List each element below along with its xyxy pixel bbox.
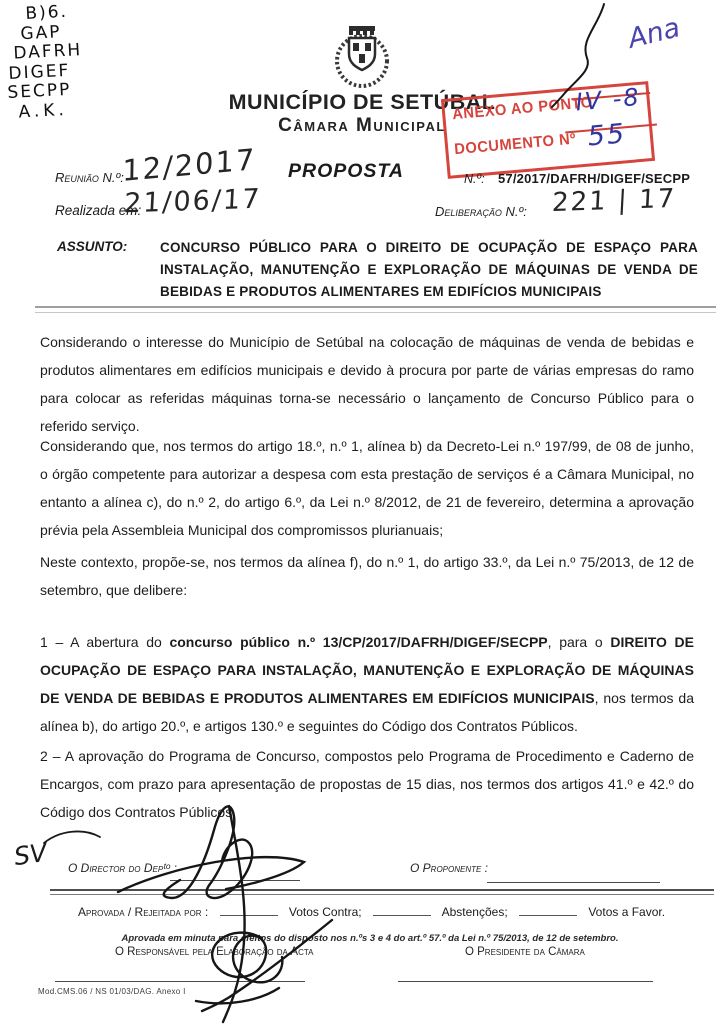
- proponente-label: O Proponente :: [410, 861, 489, 875]
- meeting-date-label: Realizada em:: [55, 203, 142, 218]
- presidente-label: O Presidente da Câmara: [465, 946, 585, 958]
- proposal-number-value: 57/2017/DAFRH/DIGEF/SECPP: [498, 171, 691, 186]
- item1-text: 1 – A abertura do: [40, 634, 170, 650]
- annotation-line: DAFRH: [12, 40, 83, 64]
- minuta-note: Aprovada em minuta para efeitos do disposto nos n.ºs 3 e 4 do art.º 57.º da Lei n.º 75/2013, de 12 de setembro.: [121, 933, 619, 944]
- item1-procedure-number: concurso público n.º 13/CP/2017/DAFRH/DIGEF/SECPP: [169, 634, 548, 650]
- paragraph-considerando-interesse: Considerando o interesse do Município de Setúbal na colocação de máquinas de venda de bebidas e produtos alimentares em edifícios municipais e devido à procura por parte de várias empresas do ramo para colocar as referidas máquinas torna-se necessário o lançamento de Concurso Público para o referido serviço.: [40, 334, 694, 434]
- stamp-documento-value: 55: [586, 118, 628, 153]
- votos-favor-label: Votos a Favor.: [588, 905, 666, 919]
- setubal-coat-of-arms-icon: [326, 24, 398, 90]
- form-reference: Mod.CMS.06 / NS 01/03/DAG. Anexo I: [38, 987, 186, 996]
- sv-swoosh-line: [44, 831, 100, 843]
- meeting-number-label: Reunião N.º:: [55, 170, 124, 185]
- item1-object: DIREITO DE OCUPAÇÃO DE ESPAÇO PARA INSTALAÇÃO, MANUTENÇÃO E EXPLORAÇÃO DE MÁQUINAS DE VENDA DE BEBIDAS E PRODUTOS ALIMENTARES EM EDIFÍCIOS MUNICIPAIS: [40, 634, 695, 706]
- deliberation-number-label: Deliberação N.º:: [435, 204, 527, 219]
- handwritten-name: Ana: [625, 12, 684, 55]
- proposal-title: PROPOSTA: [288, 160, 404, 182]
- director-signature-line: [170, 880, 300, 881]
- municipality-title: MUNICÍPIO DE SETÚBAL: [228, 90, 496, 114]
- anexo-stamp: [441, 81, 655, 179]
- council-title: Câmara Municipal: [278, 115, 446, 136]
- paragraph-neste-contexto: Neste contexto, propõe-se, nos termos da alínea f), do n.º 1, do artigo 33.º, da Lei n.º 75/2013, de 12 de setembro, que delibere:: [40, 554, 694, 598]
- responsavel-signature-line: [55, 981, 305, 982]
- proposal-item-1: [40, 628, 694, 740]
- meeting-date-value: 21/06/17: [123, 183, 263, 220]
- proposal-number-label: N.º:: [464, 172, 485, 186]
- proponente-signature-line: [487, 882, 660, 883]
- subject-text: CONCURSO PÚBLICO PARA O DIREITO DE OCUPAÇÃO DE ESPAÇO PARA INSTALAÇÃO, MANUTENÇÃO E EXPLORAÇÃO DE MÁQUINAS DE VENDA DE BEBIDAS E PRODUTOS ALIMENTARES EM EDIFÍCIOS MUNICIPAIS: [160, 240, 698, 299]
- aprovada-rejeitada-label: Aprovada / Rejeitada por :: [78, 905, 209, 919]
- meeting-number-value: 12/2017: [121, 142, 257, 188]
- item1-text: , para o: [547, 634, 611, 650]
- abstencoes-label: Abstenções;: [441, 905, 508, 919]
- deliberation-number-value: 221 | 17: [551, 183, 677, 219]
- annotation-line: GAP: [19, 21, 62, 44]
- presidente-signature-line: [398, 981, 653, 982]
- paragraph-considerando-legal: Considerando que, nos termos do artigo 18.º, n.º 1, alínea b) da Decreto-Lei n.º 197/99, de 08 de junho, o órgão competente para autorizar a despesa com esta prestação de serviços é a Câmara Municipal, no entanto a alínea c), do n.º 2, do artigo 6.º, da Lei n.º 8/2012, de 21 de fevereiro, determina a aprovação prévia pela Assembleia Municipal dos compromissos plurianuais;: [40, 438, 694, 538]
- subject-divider: [35, 306, 716, 313]
- stamp-documento-label: DOCUMENTO Nº: [453, 130, 577, 159]
- voting-row: [78, 903, 665, 919]
- annotation-line: DIGEF: [7, 60, 71, 84]
- subject-label: ASSUNTO:: [57, 239, 128, 254]
- responsavel-label: O Responsável pela Elaboração da Acta: [115, 946, 314, 958]
- item1-text: , nos termos da alínea b), do artigo 20.º, e artigos 130.º e seguintes do Código dos Contratos Públicos.: [40, 690, 694, 734]
- annotation-line: A.K.: [18, 99, 69, 123]
- votos-contra-blank: [220, 903, 278, 916]
- director-label: O Director do Depᵗᵒ :: [68, 861, 177, 875]
- votos-contra-label: Votos Contra;: [288, 905, 362, 919]
- annotation-line: SECPP: [7, 79, 72, 104]
- approval-divider: [50, 889, 714, 895]
- abstencoes-blank: [373, 903, 431, 916]
- handwritten-initials: SV: [12, 837, 49, 872]
- stamp-anexo-label: ANEXO AO PONTO: [451, 94, 594, 124]
- proposal-item-2: 2 – A aprovação do Programa de Concurso, compostos pelo Programa de Procedimento e Caderno de Encargos, com prazo para apresentação de propostas de 15 dias, nos termos dos artigos 41.º e 42.º do Código dos Contratos Públicos.: [40, 748, 694, 820]
- votos-favor-blank: [519, 903, 577, 916]
- stamp-anexo-value: IV -8: [574, 82, 642, 117]
- annotation-line: B)6.: [24, 1, 69, 24]
